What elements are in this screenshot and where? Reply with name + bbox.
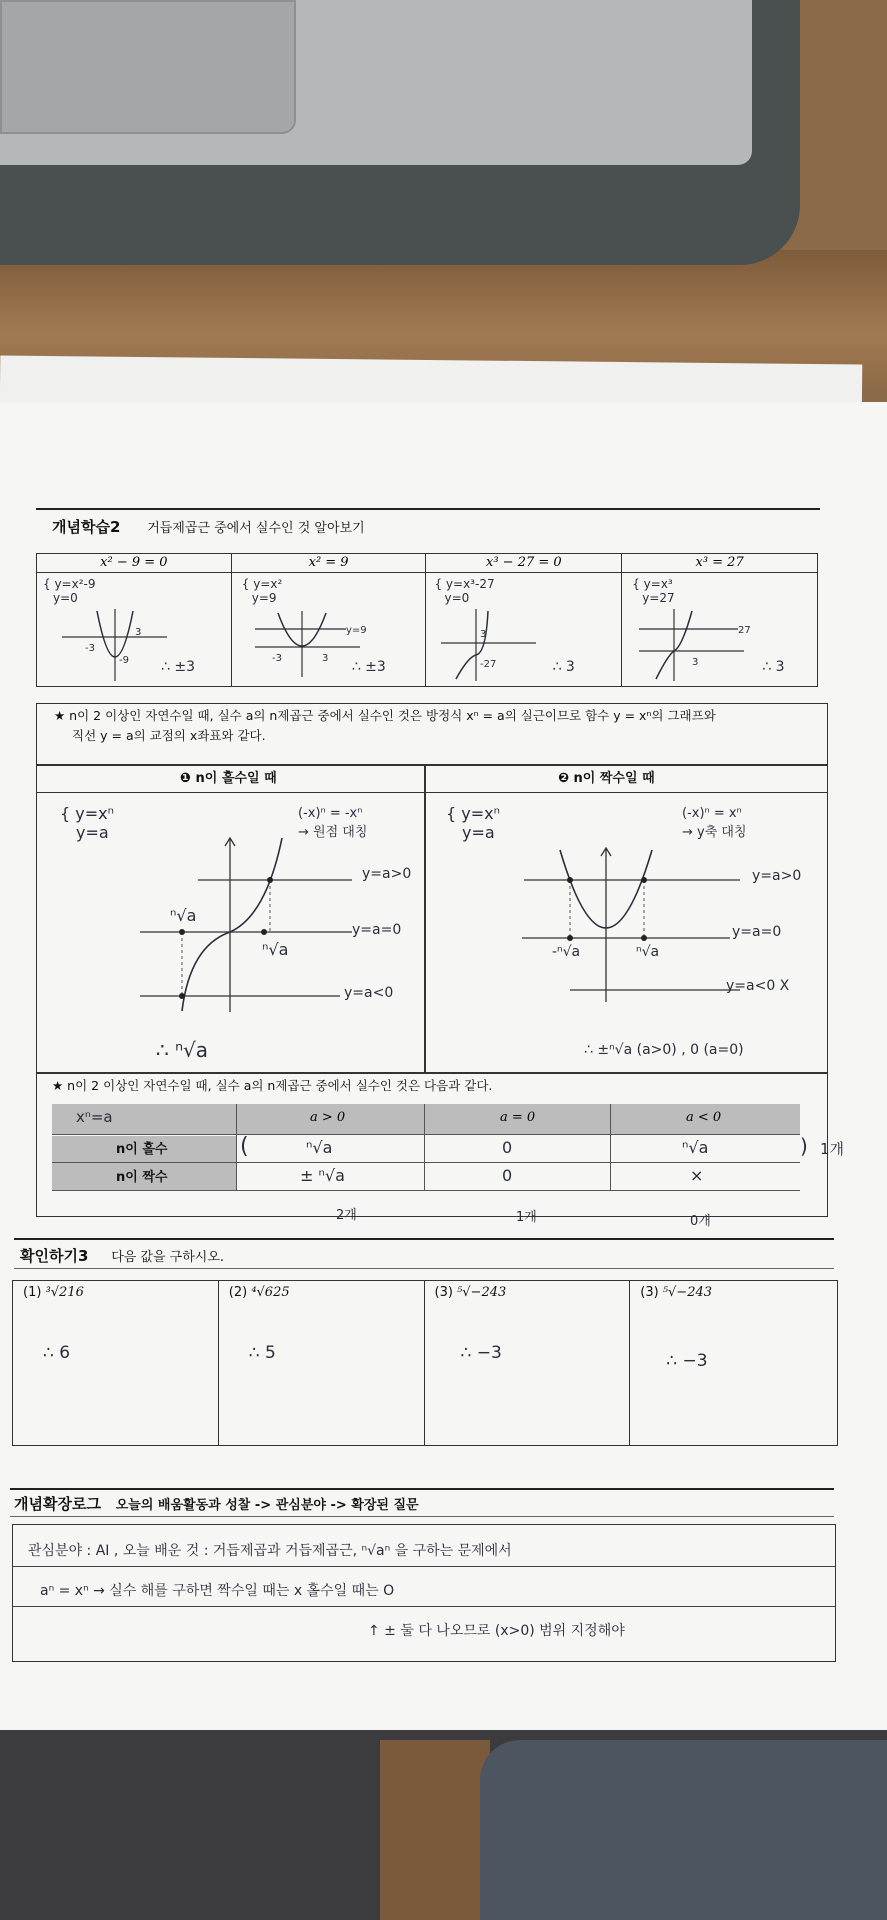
s1-answer-3: ∴ 3 [552, 659, 575, 675]
odd-root-left: ⁿ√a [170, 906, 197, 925]
problem-2-label: (2) [228, 1285, 248, 1300]
section4-rule [10, 1488, 834, 1490]
summary-r2c3: × [690, 1166, 704, 1185]
s1-eq-1: x² − 9 = 0 [37, 554, 231, 573]
summary-vline-1 [236, 1104, 237, 1190]
concept-star-line2: 직선 y = a의 교점의 x좌표와 같다. [72, 728, 266, 743]
odd-sys-top: y=xⁿ [75, 804, 114, 823]
concept-divider-h3 [36, 1072, 828, 1074]
even-line-mid: y=a=0 [732, 924, 782, 940]
summary-count-1: 2개 [336, 1208, 357, 1223]
s1-sys-top-3: y=x³-27 [445, 577, 495, 591]
problem-3-expr: ⁵√−243 [457, 1285, 507, 1300]
s1-tick-1b: 3 [135, 627, 142, 638]
section4-badge: 개념확장로그 [14, 1495, 101, 1513]
problem-3-label: (3) [434, 1285, 453, 1300]
even-root-neg: -ⁿ√a [552, 944, 581, 960]
odd-header: ❶ n이 홀수일 때 [180, 771, 277, 786]
summary-hline-3 [52, 1190, 800, 1191]
concept-divider-h1 [36, 764, 828, 766]
s1-tick-2b: 3 [321, 653, 329, 664]
s1-cell-4: x³ = 27 { y=x³ y=27 27 3 ∴ 3 [622, 554, 818, 687]
even-sys-bot: y=a [462, 823, 495, 842]
s1-tick-3a: 3 [480, 629, 487, 640]
section1-table [36, 553, 818, 687]
summary-corner: xⁿ=a [76, 1108, 113, 1126]
section3-title: 다음 값을 구하시오. [111, 1250, 225, 1265]
s1-tick-3b: -27 [480, 659, 497, 670]
problem-4-label: (3) [640, 1285, 659, 1300]
s1-sys-top-4: y=x³ [643, 577, 673, 591]
odd-note-2: → 원점 대칭 [298, 825, 368, 840]
problem-4-expr: ⁵√−243 [662, 1285, 713, 1300]
even-root-pos: ⁿ√a [636, 944, 660, 960]
summary-row1-label: n이 홀수 [116, 1142, 168, 1157]
problem-2-expr: ⁴√625 [251, 1285, 290, 1300]
s1-cell-3: x³ − 27 = 0 { y=x³-27 y=0 3 -27 ∴ 3 [426, 554, 622, 687]
s1-eq-3: x³ − 27 = 0 [426, 554, 621, 573]
summary-hline-2 [52, 1162, 800, 1163]
s1-graph-4 [634, 607, 774, 683]
section1-rule [36, 508, 820, 510]
s1-sys-bot-3: y=0 [444, 591, 470, 605]
reflection-text-1: 관심분야 : AI , 오늘 배운 것 : 거듭제곱과 거듭제곱근, ⁿ√aⁿ 을 구하는 문제에서 [28, 1543, 512, 1559]
summary-hline-1 [52, 1134, 800, 1135]
s1-sys-bot-1: y=0 [53, 591, 78, 605]
problem-4-answer: ∴ −3 [666, 1351, 708, 1371]
summary-count-3: 0개 [690, 1214, 711, 1229]
s1-answer-1: ∴ ±3 [161, 659, 195, 675]
concept-star-text [54, 706, 824, 746]
reflection-line-2 [12, 1606, 836, 1607]
concept-divider-h2 [36, 792, 828, 793]
problem-1-answer: ∴ 6 [43, 1343, 71, 1363]
concept-star-line1: ★ n이 2 이상인 자연수일 때, 실수 a의 n제곱근 중에서 실수인 것은 방정식 xⁿ = a의 실근이므로 함수 y = xⁿ의 그래프와 [54, 708, 716, 723]
summary-vline-3 [610, 1104, 611, 1190]
odd-note [298, 806, 367, 840]
section3-rule-2 [14, 1268, 834, 1269]
s1-eq-2: x² = 9 [232, 554, 426, 573]
section4-header [14, 1493, 419, 1514]
summary-r1c1: ⁿ√a [306, 1138, 333, 1157]
problem-2-answer: ∴ 5 [248, 1343, 276, 1363]
summary-r1c3: ⁿ√a [682, 1138, 709, 1157]
s1-cell-2: x² = 9 { y=x² y=9 -3 3 y=9 ∴ ±3 [231, 554, 426, 687]
section4-rule-2 [10, 1516, 834, 1517]
problem-3 [424, 1281, 630, 1446]
section3-header [20, 1245, 224, 1266]
reflection-text-2: aⁿ = xⁿ → 실수 해를 구하면 짝수일 때는 x 홀수일 때는 O [40, 1583, 395, 1599]
even-line-bot: y=a<0 X [726, 978, 790, 994]
odd-sys-bot: y=a [76, 823, 109, 842]
s1-tick-2c: y=9 [345, 625, 367, 636]
s1-graph-3 [436, 607, 546, 683]
summary-open-paren: ( [240, 1134, 249, 1159]
section1-title: 거듭제곱근 중에서 실수인 것 알아보기 [147, 521, 365, 536]
section3-badge: 확인하기3 [20, 1247, 89, 1265]
problem-4 [630, 1281, 838, 1446]
even-note-2: → y축 대칭 [682, 825, 747, 840]
s1-tick-4b: 3 [692, 657, 699, 668]
odd-system: { y=xⁿ y=a [60, 804, 114, 842]
s1-eq-4: x³ = 27 [622, 554, 817, 573]
reflection-text-3: ↑ ± 둘 다 나오므로 (x>0) 범위 지정해야 [368, 1623, 625, 1639]
star2-text: ★ n이 2 이상인 자연수일 때, 실수 a의 n제곱근 중에서 실수인 것은 다음과 같다. [52, 1078, 493, 1093]
summary-close-paren: ) [800, 1134, 808, 1158]
even-system: { y=xⁿ y=a [446, 804, 500, 842]
odd-line-mid: y=a=0 [352, 922, 402, 938]
s1-answer-2: ∴ ±3 [351, 659, 386, 675]
floor-wood [380, 1740, 490, 1920]
concept-divider-v [424, 764, 426, 1072]
summary-head-3: a < 0 [686, 1110, 722, 1125]
summary-head-2: a = 0 [500, 1110, 536, 1125]
s1-cell-1: x² − 9 = 0 { y=x²-9 y=0 -3 3 -9 ∴ ±3 [37, 554, 232, 687]
summary-row1-side: 1개 [820, 1140, 845, 1158]
s1-sys-bot-4: y=27 [642, 591, 675, 605]
reflection-line-1 [12, 1566, 836, 1567]
s1-sys-top-1: y=x²-9 [54, 577, 96, 591]
section3-table [12, 1280, 838, 1446]
s1-sys-bot-2: y=9 [251, 591, 277, 605]
odd-answer: ∴ ⁿ√a [156, 1038, 209, 1062]
summary-row2-label: n이 짝수 [116, 1170, 168, 1185]
s1-answer-4: ∴ 3 [762, 659, 785, 675]
s1-tick-1c: -9 [119, 655, 129, 666]
odd-line-bot: y=a<0 [344, 985, 394, 1001]
s1-tick-2a: -3 [271, 653, 282, 664]
section3-rule [14, 1238, 834, 1240]
s1-graph-1 [57, 607, 177, 683]
problem-1-expr: ³√216 [45, 1285, 84, 1300]
even-answer: ∴ ±ⁿ√a (a>0) , 0 (a=0) [584, 1042, 744, 1058]
section1-badge: 개념학습2 [52, 518, 121, 536]
s1-tick-1a: -3 [85, 643, 95, 654]
summary-vline-2 [424, 1104, 425, 1190]
summary-r2c2: 0 [502, 1166, 513, 1185]
s1-tick-4a: 27 [738, 625, 751, 636]
odd-line-top: y=a>0 [362, 866, 412, 882]
odd-root-right: ⁿ√a [262, 940, 289, 959]
even-sys-top: y=xⁿ [461, 804, 500, 823]
s1-sys-top-2: y=x² [253, 577, 283, 591]
jeans-area [480, 1740, 887, 1920]
odd-note-1: (-x)ⁿ = -xⁿ [298, 806, 363, 821]
problem-2 [218, 1281, 424, 1446]
section4-title: 오늘의 배움활동과 성찰 -> 관심분야 -> 확장된 질문 [115, 1498, 419, 1513]
even-line-top: y=a>0 [752, 868, 802, 884]
problem-1-label: (1) [23, 1285, 42, 1300]
problem-1 [13, 1281, 219, 1446]
summary-count-2: 1개 [516, 1210, 537, 1225]
even-header: ❷ n이 짝수일 때 [558, 771, 655, 786]
laptop-trackpad [0, 0, 296, 134]
summary-r1c2: 0 [502, 1138, 513, 1157]
even-note [682, 806, 747, 840]
problem-3-answer: ∴ −3 [460, 1343, 502, 1363]
even-note-1: (-x)ⁿ = xⁿ [682, 806, 742, 821]
section1-header [52, 516, 365, 537]
summary-r2c1: ± ⁿ√a [300, 1166, 345, 1185]
summary-head-1: a > 0 [310, 1110, 346, 1125]
